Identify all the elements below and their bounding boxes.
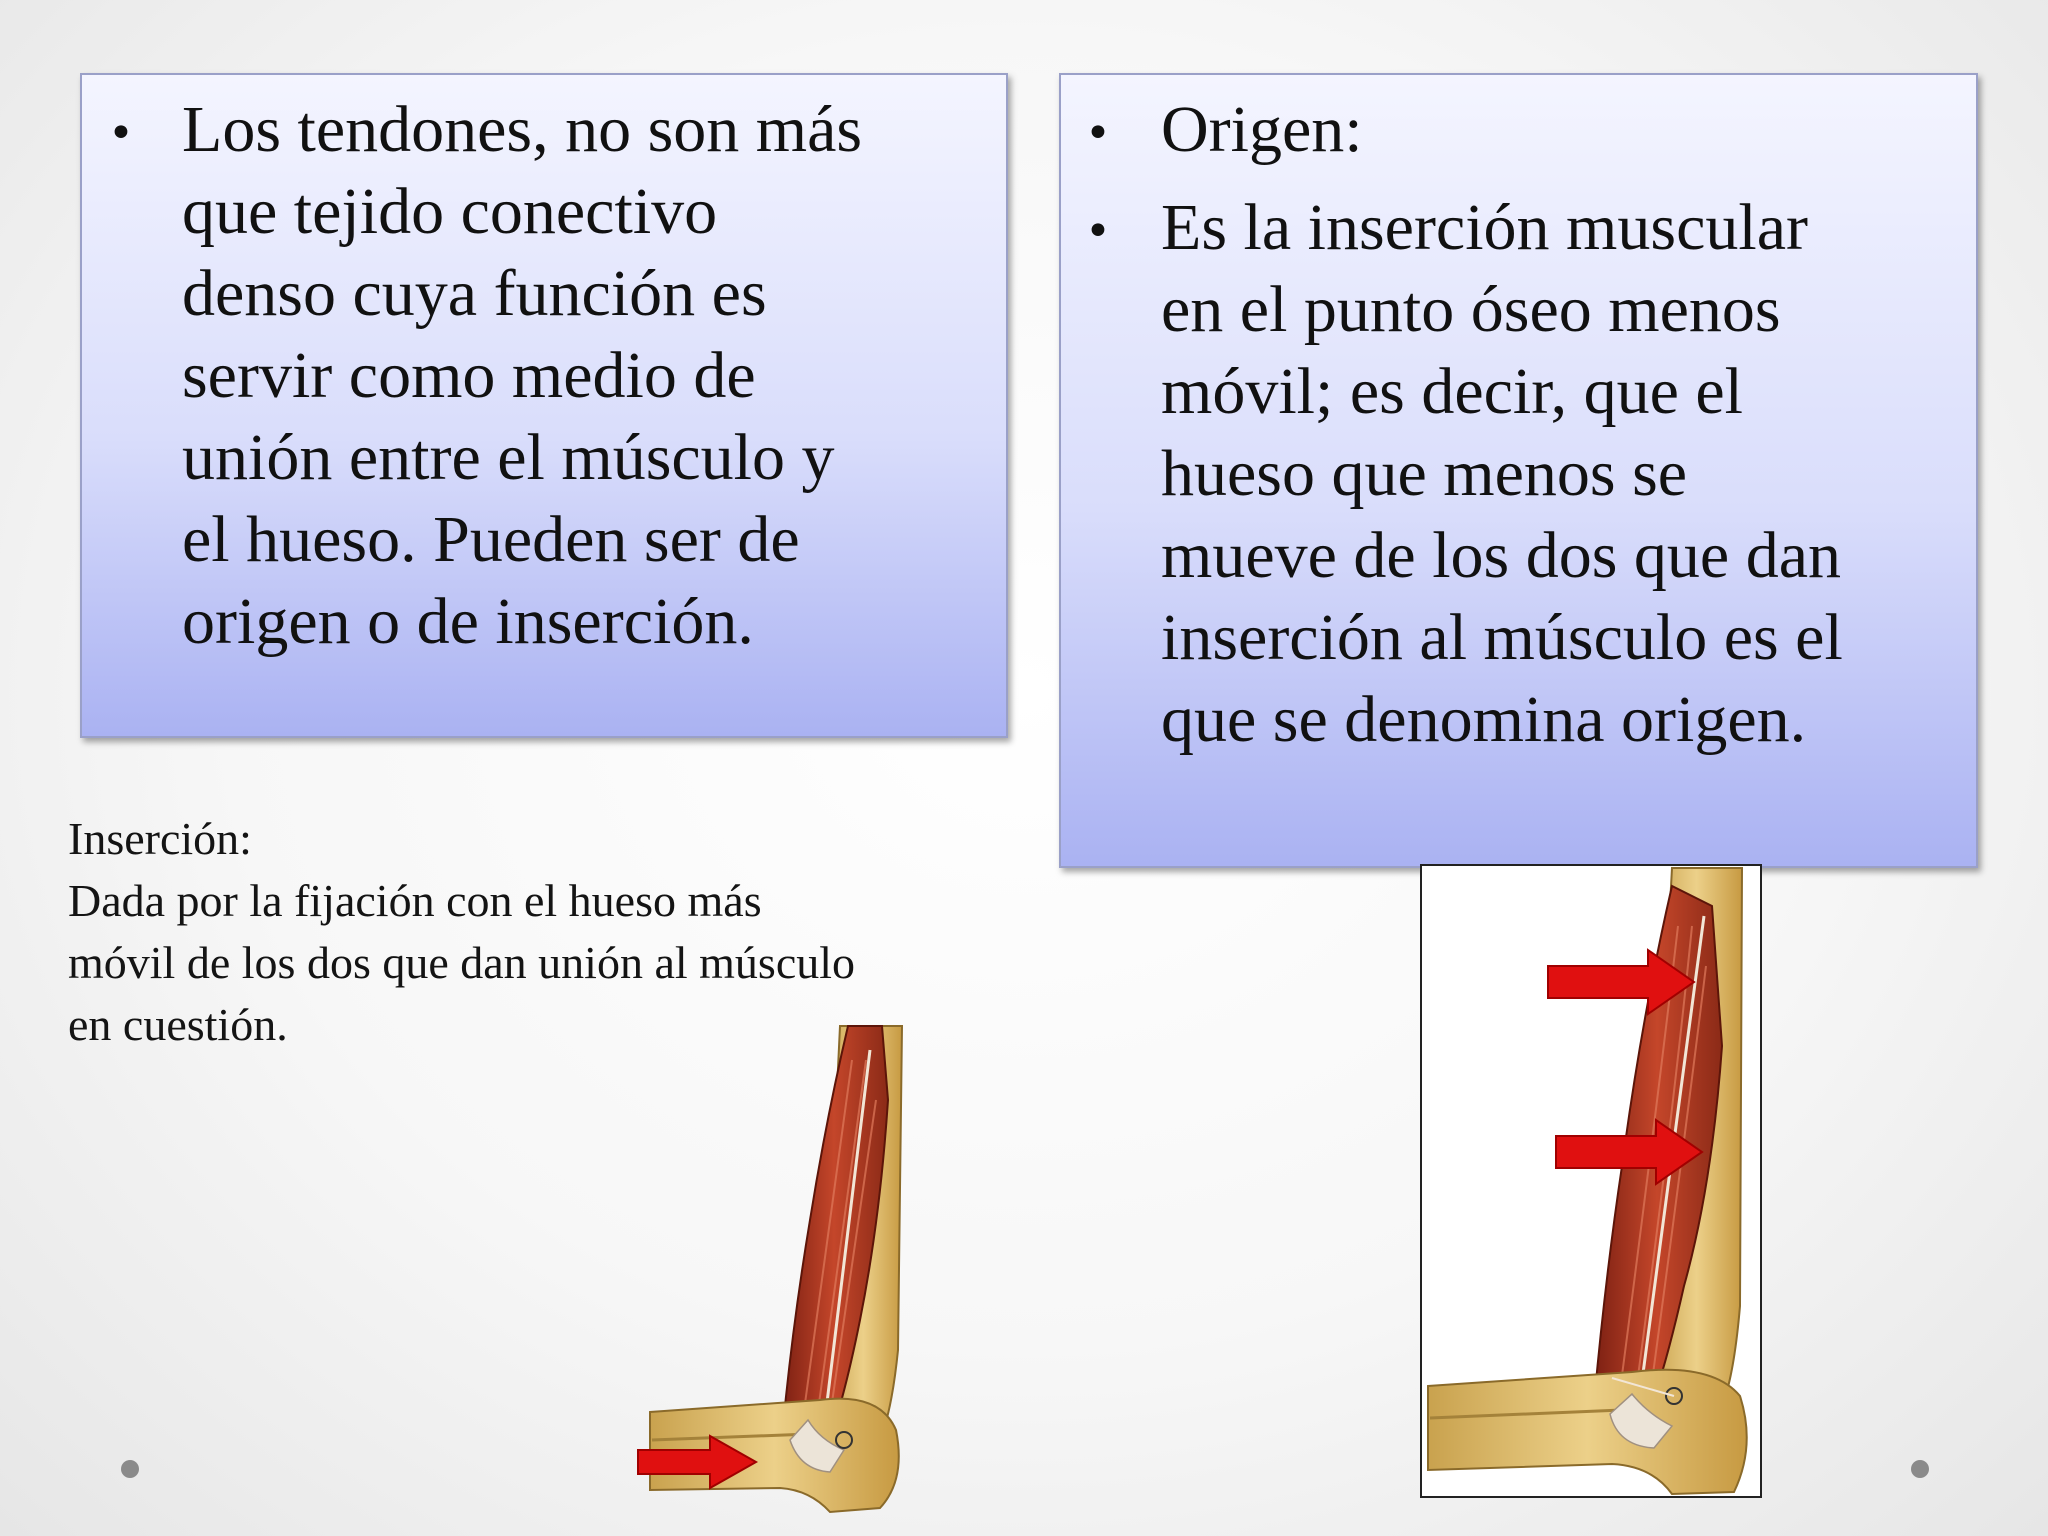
bullet-line: que se denomina origen.	[1161, 683, 1807, 756]
bullet-line: Es la inserción muscular	[1161, 191, 1808, 264]
bullet-line: Los tendones, no son más	[182, 93, 863, 166]
bullet-item-origen-title	[1085, 89, 1985, 171]
bullet-icon: •	[1085, 206, 1111, 257]
right-text-box	[1059, 73, 1978, 868]
arm-anatomy-image	[1422, 866, 1760, 1496]
left-text-box	[80, 73, 1008, 738]
caption-line: en cuestión.	[68, 999, 288, 1050]
bullet-line: el hueso. Pueden ser de	[182, 503, 800, 576]
bullet-line: hueso que menos se	[1161, 437, 1688, 510]
caption-line: Dada por la fijación con el hueso más	[68, 875, 762, 926]
bullet-item-origen-definition	[1085, 187, 1985, 761]
left-bullet-list	[108, 89, 988, 663]
insertion-illustration	[630, 1020, 910, 1520]
bullet-line: Origen:	[1161, 93, 1363, 166]
bullet-line: inserción al músculo es el	[1161, 601, 1843, 674]
bullet-line: unión entre el músculo y	[182, 421, 835, 494]
origin-illustration	[1420, 864, 1762, 1498]
bullet-line: origen o de inserción.	[182, 585, 754, 658]
caption-title: Inserción:	[68, 813, 252, 864]
bullet-item-tendones	[108, 89, 988, 663]
previous-slide-dot-icon[interactable]	[121, 1460, 139, 1478]
bullet-icon: •	[1085, 108, 1111, 159]
arm-anatomy-image	[630, 1020, 910, 1520]
bullet-line: que tejido conectivo	[182, 175, 718, 248]
bullet-line: en el punto óseo menos	[1161, 273, 1781, 346]
next-slide-dot-icon[interactable]	[1911, 1460, 1929, 1478]
right-bullet-list	[1085, 89, 1985, 777]
bullet-line: servir como medio de	[182, 339, 756, 412]
bullet-line: denso cuya función es	[182, 257, 767, 330]
bullet-icon: •	[108, 108, 134, 159]
insercion-caption	[68, 808, 1068, 1056]
bullet-line: mueve de los dos que dan	[1161, 519, 1842, 592]
caption-line: móvil de los dos que dan unión al músculo	[68, 937, 856, 988]
bullet-line: móvil; es decir, que el	[1161, 355, 1744, 428]
